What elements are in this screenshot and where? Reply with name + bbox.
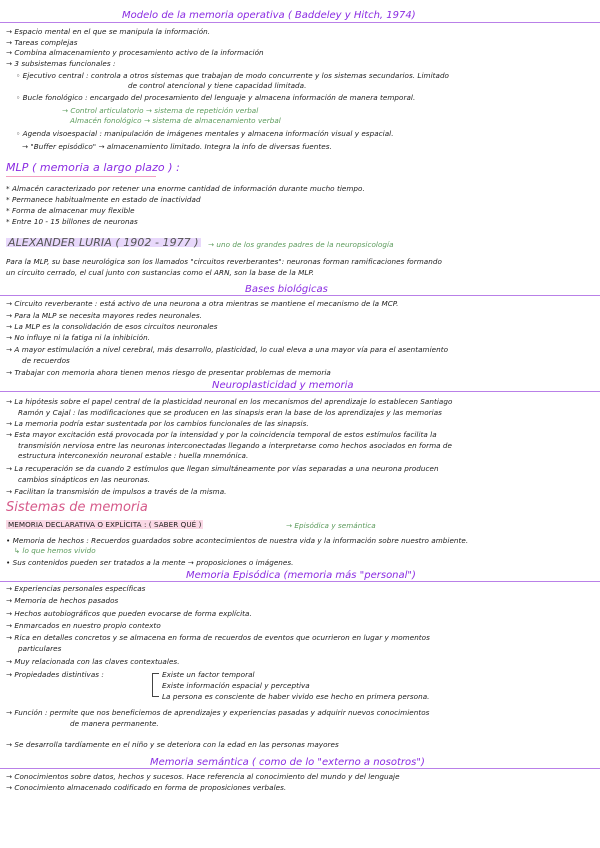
modelo-line-9: Almacén fonológico → sistema de almacenamiento verbal <box>70 116 281 125</box>
neuro-line-1: → La hipótesis sobre el papel central de la plasticidad neuronal en los mecanismos del aprendizaje lo establecen Santiago <box>6 397 453 406</box>
episodica-line-1: → Experiencias personales específicas <box>6 584 146 593</box>
neuro-line-9: → Facilitan la transmisión de impulsos a través de la misma. <box>6 487 227 496</box>
luria-line-2: un circuito cerrado, el cual junto con sustancias como el ARN, son la base de la MLP. <box>6 268 315 277</box>
episodica-line-6: particulares <box>18 644 62 653</box>
sistemas-title: Sistemas de memoria <box>6 500 148 515</box>
properties-brace <box>152 673 159 697</box>
semantica-line-2: → Conocimiento almacenado codificado en forma de proposiciones verbales. <box>6 783 287 792</box>
modelo-divider <box>0 22 600 23</box>
episodica-line-13: de manera permanente. <box>70 719 159 728</box>
semantica-divider <box>0 768 600 769</box>
bases-title: Bases biológicas <box>245 284 328 295</box>
episodica-line-3: → Hechos autobiográficos que pueden evocarse de forma explícita. <box>6 609 252 618</box>
modelo-line-3: → Combina almacenamiento y procesamiento activo de la información <box>6 48 264 57</box>
episodica-line-12: → Función : permite que nos beneficiemos de aprendizajes y experiencias pasadas y adquirir nuevos conocimientos <box>6 708 430 717</box>
semantica-line-1: → Conocimientos sobre datos, hechos y sucesos. Hace referencia al conocimiento del mundo y del lenguaje <box>6 772 400 781</box>
episodica-line-5: → Rica en detalles concretos y se almacena en forma de recuerdos de eventos que ocurrieron en lugar y momentos <box>6 633 430 642</box>
semantica-title: Memoria semántica ( como de lo "externo a nosotros") <box>150 757 425 768</box>
luria-name: ALEXANDER LURIA ( 1902 - 1977 ) <box>8 236 199 249</box>
neuro-line-6: estructura interconexión neuronal estable : huella mnemónica. <box>18 451 249 460</box>
modelo-line-6: de control atencional y tiene capacidad limitada. <box>128 81 307 90</box>
neuro-line-3: → La memoria podría estar sustentada por los cambios funcionales de las sinapsis. <box>6 419 309 428</box>
modelo-line-1: → Espacio mental en el que se manipula la información. <box>6 27 211 36</box>
modelo-line-2: → Tareas complejas <box>6 38 78 47</box>
modelo-line-11: → "Buffer episódico" → almacenamiento limitado. Integra la info de diversas fuentes. <box>22 142 332 151</box>
modelo-line-7: ◦ Bucle fonológico : encargado del procesamiento del lenguaje y almacena información de manera temporal. <box>16 93 416 102</box>
episodica-prop-2: Existe información espacial y perceptiva <box>162 681 310 690</box>
modelo-line-5: ◦ Ejecutivo central : controla a otros sistemas que trabajan de modo concurrente y los sistemas secundarios. Limitado <box>16 71 450 80</box>
mlp-line-1: * Almacén caracterizado por retener una enorme cantidad de información durante mucho tiempo. <box>6 184 365 193</box>
neuro-line-2: Ramón y Cajal : las modificaciones que se producen en las sinapsis eran la base de los aprendizajes y las memorias <box>18 408 442 417</box>
episodica-line-4: → Enmarcados en nuestro propio contexto <box>6 621 161 630</box>
neuro-line-7: → La recuperación se da cuando 2 estímulos que llegan simultáneamente por vías separadas a una neurona producen <box>6 464 439 473</box>
modelo-title: Modelo de la memoria operativa ( Baddeley y Hitch, 1974) <box>122 10 416 21</box>
bases-line-7: → Trabajar con memoria ahora tienen menos riesgo de presentar problemas de memoria <box>6 368 331 377</box>
bases-line-5: → A mayor estimulación a nivel cerebral, más desarrollo, plasticidad, lo cual eleva a una mayor vía para el asentamiento <box>6 345 449 354</box>
episodica-prop-1: Existe un factor temporal <box>162 670 255 679</box>
neuro-line-4: → Esta mayor excitación está provocada por la intensidad y por la coincidencia temporal de estos estímulos facilita la <box>6 430 437 439</box>
episodica-line-14: → Se desarrolla tardíamente en el niño y se deteriora con la edad en las personas mayores <box>6 740 339 749</box>
bases-line-3: → La MLP es la consolidación de esos circuitos neuronales <box>6 322 218 331</box>
modelo-line-10: ◦ Agenda visoespacial : manipulación de imágenes mentales y almacena información visual y espacial. <box>16 129 394 138</box>
episodica-line-2: → Memoria de hechos pasados <box>6 596 119 605</box>
sistemas-line-2: ↳ lo que hemos vivido <box>14 546 96 555</box>
bases-line-6: de recuerdos <box>22 356 70 365</box>
sistemas-line-1: • Memoria de hechos : Recuerdos guardados sobre acontecimientos de nuestra vida y la información sobre nuestro ambiente. <box>6 536 469 545</box>
bases-line-1: → Circuito reverberante : está activo de una neurona a otra mientras se mantiene el mecanismo de la MCP. <box>6 299 399 308</box>
bases-line-2: → Para la MLP se necesita mayores redes neuronales. <box>6 311 202 320</box>
luria-line-1: Para la MLP, su base neurológica son los llamados "circuitos reverberantes": neuronas forman ramificaciones formando <box>6 257 442 266</box>
mlp-line-3: * Forma de almacenar muy flexible <box>6 206 135 215</box>
mlp-line-4: * Entre 10 - 15 billones de neuronas <box>6 217 138 226</box>
sistemas-line-3: • Sus contenidos pueden ser tratados a la mente → proposiciones o imágenes. <box>6 558 294 567</box>
episodica-prop-3: La persona es consciente de haber vivido ese hecho en primera persona. <box>162 692 430 701</box>
mlp-line-2: * Permanece habitualmente en estado de inactividad <box>6 195 201 204</box>
episodica-title: Memoria Episódica (memoria más "personal") <box>186 570 416 581</box>
declarativa-label: MEMORIA DECLARATIVA O EXPLÍCITA : ( SABER QUÉ ) <box>8 520 202 529</box>
neuro-line-8: cambios sinápticos en las neuronas. <box>18 475 151 484</box>
modelo-line-4: → 3 subsistemas funcionales : <box>6 59 116 68</box>
modelo-line-8: → Control articulatorio → sistema de repetición verbal <box>62 106 259 115</box>
mlp-underline <box>6 176 156 177</box>
neuro-divider <box>0 391 600 392</box>
neuro-line-5: transmisión nerviosa entre las neuronas interconectadas llegando a interpretarse como hechos asociados en forma de <box>18 441 453 450</box>
episodica-line-8: → Propiedades distintivas : <box>6 670 104 679</box>
luria-tag: → uno de los grandes padres de la neuropsicología <box>208 240 394 249</box>
declarativa-tag: → Episódica y semántica <box>286 521 376 530</box>
episodica-divider <box>0 581 600 582</box>
mlp-title: MLP ( memoria a largo plazo ) : <box>6 161 180 174</box>
episodica-line-7: → Muy relacionada con las claves contextuales. <box>6 657 180 666</box>
bases-divider <box>0 295 600 296</box>
neuro-title: Neuroplasticidad y memoria <box>212 380 354 391</box>
bases-line-4: → No influye ni la fatiga ni la inhibición. <box>6 333 151 342</box>
